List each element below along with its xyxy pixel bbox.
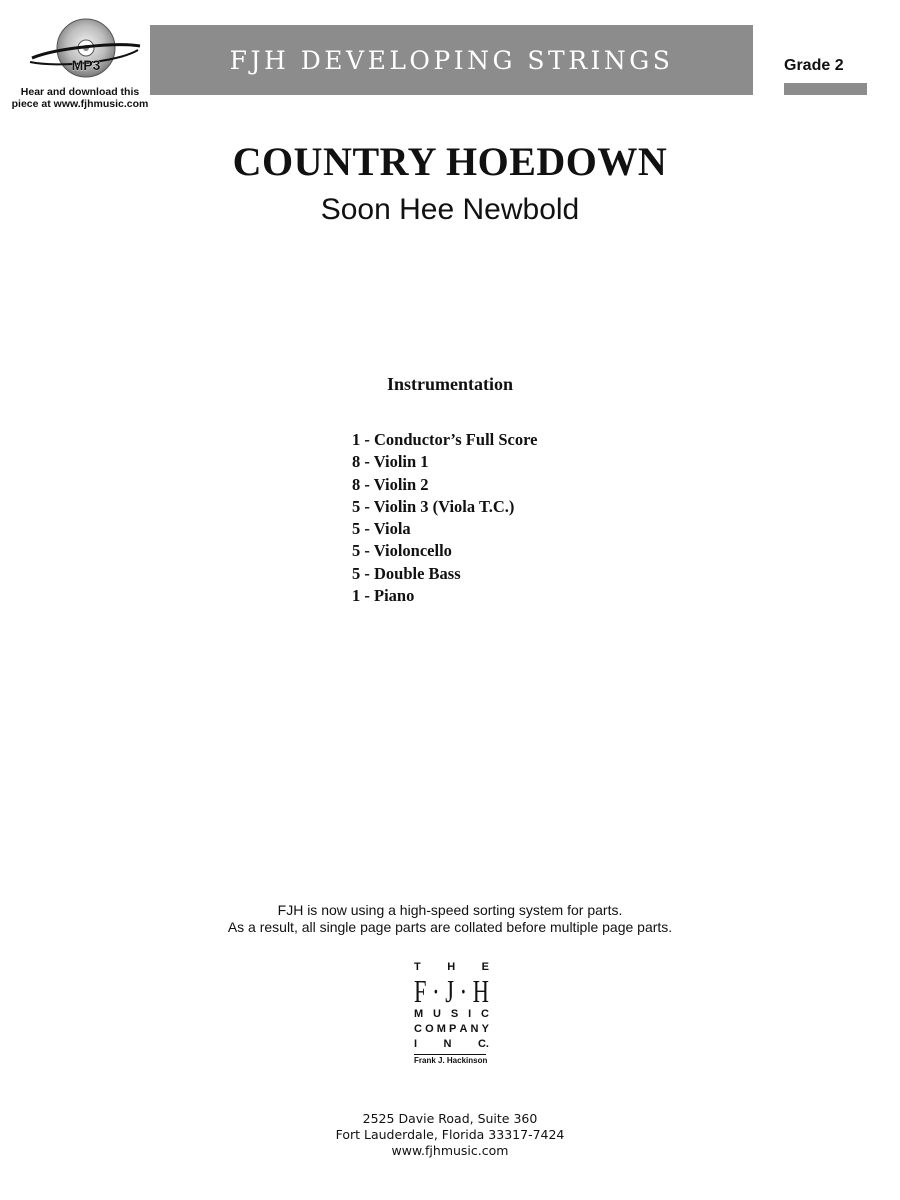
logo-letter: M <box>436 1023 446 1035</box>
logo-letter: F <box>414 973 427 1009</box>
logo-letter: I <box>414 1038 418 1050</box>
instrumentation-item: 5 - Violin 3 (Viola T.C.) <box>352 496 515 516</box>
logo-founder: Frank J. Hackinson <box>414 1056 488 1065</box>
address-street: 2525 Davie Road, Suite 360 <box>362 1111 538 1126</box>
cd-disc-icon <box>26 18 144 84</box>
logo-letter: · <box>432 973 440 1009</box>
logo-letter: P <box>449 1023 457 1035</box>
grade-label: Grade 2 <box>784 57 844 74</box>
logo-row-inc <box>414 1037 489 1052</box>
publisher-address <box>0 1111 900 1159</box>
logo-letter: J <box>445 973 454 1009</box>
series-title: FJH DEVELOPING STRINGS <box>229 45 674 75</box>
logo-letter: U <box>433 1008 441 1020</box>
logo-letter: Y <box>481 1023 489 1035</box>
address-website: www.fjhmusic.com <box>391 1143 509 1158</box>
logo-letter: C <box>481 1008 489 1020</box>
logo-letter: C. <box>477 1038 489 1050</box>
logo-letter: I <box>468 1008 472 1020</box>
logo-letter: N <box>443 1038 452 1050</box>
logo-letter: E <box>481 961 489 973</box>
instrumentation-item: 5 - Violoncello <box>352 541 452 561</box>
logo-letter: · <box>459 973 468 1009</box>
sorting-note <box>0 902 900 936</box>
logo-row-music <box>414 1007 489 1022</box>
logo-letter: S <box>450 1008 459 1020</box>
instrumentation-heading: Instrumentation <box>386 374 513 394</box>
sorting-note-line1: FJH is now using a high-speed sorting system for parts. <box>277 902 623 918</box>
mp3-caption-line1: Hear and download this <box>20 86 140 98</box>
instrumentation-item: 1 - Conductor’s Full Score <box>352 430 538 449</box>
piece-title: COUNTRY HOEDOWN <box>232 139 668 184</box>
series-banner <box>150 25 753 95</box>
mp3-label: MP3 <box>71 57 101 73</box>
logo-letter: C <box>414 1023 422 1035</box>
logo-row-company <box>414 1022 489 1037</box>
grade-bar <box>784 83 867 95</box>
logo-divider <box>414 1054 486 1055</box>
instrumentation-list <box>352 429 537 607</box>
instrumentation-item: 8 - Violin 1 <box>352 452 429 472</box>
logo-letter: H <box>472 973 489 1009</box>
logo-letter: N <box>470 1023 479 1035</box>
sorting-note-line2: As a result, all single page parts are collated before multiple page parts. <box>227 919 673 935</box>
logo-letter: H <box>447 961 456 973</box>
mp3-caption <box>10 86 150 110</box>
publisher-logo <box>414 960 489 1065</box>
instrumentation-item: 1 - Piano <box>352 586 415 606</box>
logo-letter: M <box>414 1008 424 1020</box>
instrumentation-item: 8 - Violin 2 <box>352 474 429 494</box>
logo-letter: T <box>414 961 421 973</box>
instrumentation-item: 5 - Viola <box>352 519 411 539</box>
instrumentation-item: 5 - Double Bass <box>352 563 461 583</box>
composer-name: Soon Hee Newbold <box>320 193 580 226</box>
logo-letter: O <box>425 1023 434 1035</box>
mp3-caption-line2: piece at www.fjhmusic.com <box>11 98 149 110</box>
mp3-download-badge <box>10 18 150 113</box>
logo-row-fjh <box>414 975 489 1007</box>
address-city: Fort Lauderdale, Florida 33317-7424 <box>335 1127 565 1142</box>
logo-letter: A <box>459 1023 468 1035</box>
